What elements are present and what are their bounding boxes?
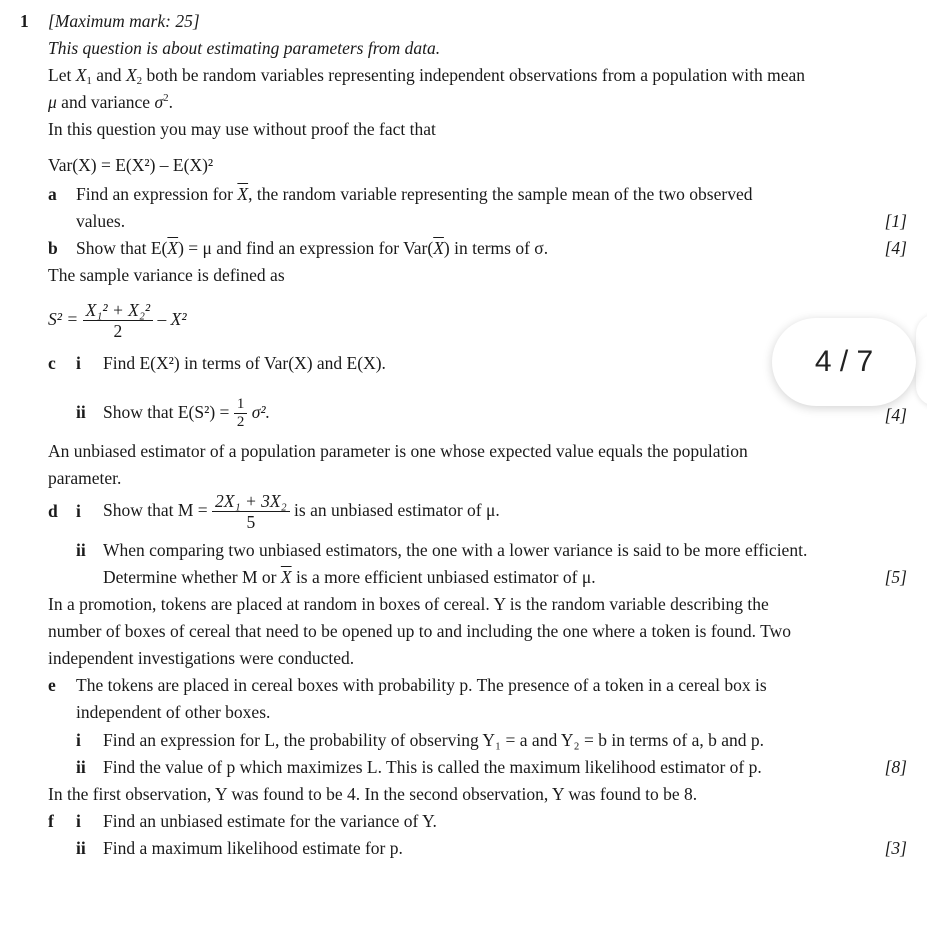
mean-var-line: μ and variance $\sigma^2$. [48, 92, 173, 112]
part-c-ii-label: ii [76, 402, 86, 422]
part-a-text2: , the random variable representing the sample mean of the two observed [248, 184, 753, 204]
part-a-text1: Find an expression for [76, 184, 233, 204]
part-d-ii-line2 [103, 566, 596, 588]
observation-line: In the first observation, Y was found to be 4. In the second observation, Y was found to be 8. [48, 784, 698, 804]
let-prefix: Let [48, 65, 72, 85]
part-e-line2: independent of other boxes. [76, 702, 271, 722]
part-e-mark: [8] [884, 757, 907, 777]
part-b-text3: ) in terms of σ. [443, 238, 549, 258]
part-d-i-text1: Show that M = [103, 500, 208, 520]
xbar-symbol: $\overline{X}$ [280, 567, 292, 587]
part-e-i-text: Find an expression for L, the probability of observing Y₁ = a and Y₂ = b in terms of a, b and p. [103, 730, 765, 750]
promo-line1: In a promotion, tokens are placed at random in boxes of cereal. Y is the random variable describing the [48, 594, 769, 614]
part-b-text1: Show that E( [76, 238, 168, 258]
part-c-ii-text1: Show that E(S²) = [103, 402, 230, 422]
mean-var-text: and variance [61, 92, 151, 112]
intro-text: This question is about estimating parameters from data. [48, 38, 441, 58]
part-f-mark: [3] [884, 838, 907, 858]
next-page-edge[interactable] [916, 314, 927, 406]
part-a-mark: [1] [884, 211, 907, 231]
m-fraction [212, 491, 290, 532]
sample-variance-formula [48, 294, 187, 344]
let-suffix: both be random variables representing independent observations from a population with mean [146, 65, 806, 85]
part-d-i-line [103, 482, 500, 538]
promo-line2: number of boxes of cereal that need to be opened up to and including the one where a token is found. Two [48, 621, 791, 641]
question-number: 1 [20, 11, 29, 31]
part-c-i-text: Find E(X²) in terms of Var(X) and E(X). [103, 353, 386, 373]
part-f-label: f [48, 811, 54, 831]
part-a-label: a [48, 184, 57, 204]
part-e-ii-label: ii [76, 757, 86, 777]
half-fraction [234, 396, 248, 431]
part-f-ii-text: Find a maximum likelihood estimate for p. [103, 838, 403, 858]
page-indicator: 4 / 7 [772, 318, 916, 406]
half-den: 2 [236, 414, 245, 431]
part-d-ii-text2b: is a more efficient unbiased estimator of μ. [295, 567, 596, 587]
let-line: Let $X_1$ and $X_2$ both be random variables representing independent observations from a population with mean [48, 65, 806, 87]
part-e-line1: The tokens are placed in cereal boxes with probability p. The presence of a token in a cereal box is [76, 675, 767, 695]
m-denominator: 5 [246, 512, 256, 533]
part-e-ii-text: Find the value of p which maximizes L. This is called the maximum likelihood estimator of p. [103, 757, 762, 777]
sv-lhs: S² = [48, 309, 79, 329]
unbiased-def-line2: parameter. [48, 468, 122, 488]
part-d-i-label: i [76, 501, 81, 521]
unbiased-def-line1: An unbiased estimator of a population parameter is one whose expected value equals the population [48, 441, 748, 461]
part-a-line2: values. [76, 211, 126, 231]
part-d-mark: [5] [884, 567, 907, 587]
part-c-mark: [4] [884, 405, 907, 425]
m-numerator: 2X₁ + 3X₂ [212, 491, 290, 512]
sv-denominator: 2 [113, 321, 123, 342]
part-f-i-text: Find an unbiased estimate for the variance of Y. [103, 811, 437, 831]
proof-note: In this question you may use without proof the fact that [48, 119, 436, 139]
part-b-label: b [48, 238, 58, 258]
xbar-symbol: $\overline{X}$ [237, 184, 249, 204]
xbar-symbol: $\overline{X}$ [167, 238, 179, 258]
part-d-label: d [48, 501, 58, 521]
part-e-i-label: i [76, 730, 81, 750]
part-f-ii-label: ii [76, 838, 86, 858]
sv-fraction [83, 300, 154, 341]
part-c-label: c [48, 353, 56, 373]
part-b-mark: [4] [884, 238, 907, 258]
sv-numerator: X₁² + X₂² [83, 300, 154, 321]
half-num: 1 [234, 396, 248, 414]
part-c-ii-line [103, 392, 270, 432]
xbar-symbol: $\overline{X}$ [433, 238, 444, 258]
part-b-text2: ) = μ and find an expression for Var( [178, 238, 434, 258]
part-d-ii-line1: When comparing two unbiased estimators, the one with a lower variance is said to be more efficient. [103, 540, 808, 560]
max-mark: [Maximum mark: 25] [48, 11, 200, 31]
part-d-ii-text2a: Determine whether M or [103, 567, 277, 587]
var-identity: Var(X) = E(X²) – E(X)² [48, 155, 214, 175]
part-d-i-text2: is an unbiased estimator of μ. [294, 500, 500, 520]
part-f-i-label: i [76, 811, 81, 831]
part-e-label: e [48, 675, 56, 695]
sv-tail: – X² [157, 309, 187, 329]
promo-line3: independent investigations were conducted. [48, 648, 355, 668]
part-d-ii-label: ii [76, 540, 86, 560]
let-mid: and [96, 65, 122, 85]
sample-variance-intro: The sample variance is defined as [48, 265, 285, 285]
part-c-ii-text2: σ². [251, 402, 270, 422]
part-b-line [76, 237, 548, 259]
part-a-line1 [76, 183, 753, 205]
part-c-i-label: i [76, 353, 81, 373]
